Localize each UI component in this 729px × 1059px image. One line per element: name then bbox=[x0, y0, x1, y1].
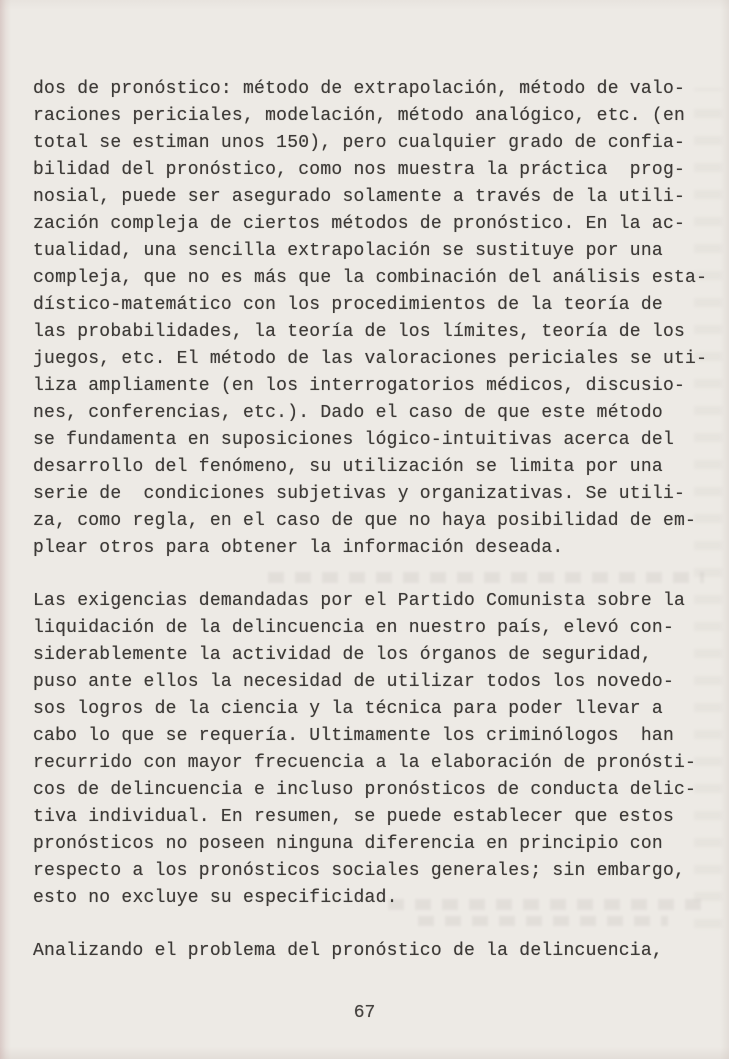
text-line: tualidad, una sencilla extrapolación se sustituye por una bbox=[33, 241, 663, 261]
text-line: sos logros de la ciencia y la técnica para poder llevar a bbox=[33, 699, 663, 719]
text-line: compleja, que no es más que la combinación del análisis esta- bbox=[33, 268, 708, 288]
text-line: raciones periciales, modelación, método analógico, etc. (en bbox=[33, 106, 686, 126]
text-line: las probabilidades, la teoría de los límites, teoría de los bbox=[33, 322, 686, 342]
text-line: desarrollo del fenómeno, su utilización se limita por una bbox=[33, 457, 663, 477]
paragraph bbox=[33, 588, 723, 912]
page-number: 67 bbox=[353, 1003, 376, 1023]
paragraph bbox=[33, 76, 723, 562]
document-text bbox=[33, 76, 723, 991]
text-line: se fundamenta en suposiciones lógico-intuitivas acerca del bbox=[33, 430, 675, 450]
text-line: za, como regla, en el caso de que no haya posibilidad de em- bbox=[33, 511, 697, 531]
text-line: nes, conferencias, etc.). Dado el caso de que este método bbox=[33, 403, 663, 423]
text-line: liza ampliamente (en los interrogatorios médicos, discusio- bbox=[33, 376, 686, 396]
text-line: Analizando el problema del pronóstico de la delincuencia, bbox=[33, 941, 663, 961]
text-line: pronósticos no poseen ninguna diferencia en principio con bbox=[33, 834, 663, 854]
text-line: tiva individual. En resumen, se puede establecer que estos bbox=[33, 807, 675, 827]
text-line: plear otros para obtener la información deseada. bbox=[33, 538, 564, 558]
paragraph bbox=[33, 938, 723, 965]
text-line: serie de condiciones subjetivas y organizativas. Se utili- bbox=[33, 484, 686, 504]
text-line: dos de pronóstico: método de extrapolación, método de valo- bbox=[33, 79, 686, 99]
text-line: Las exigencias demandadas por el Partido Comunista sobre la bbox=[33, 591, 686, 611]
text-line: nosial, puede ser asegurado solamente a través de la utili- bbox=[33, 187, 686, 207]
text-line: juegos, etc. El método de las valoraciones periciales se uti- bbox=[33, 349, 708, 369]
text-line: esto no excluye su especificidad. bbox=[33, 888, 398, 908]
text-line: respecto a los pronósticos sociales generales; sin embargo, bbox=[33, 861, 686, 881]
text-line: siderablemente la actividad de los órganos de seguridad, bbox=[33, 645, 652, 665]
text-line: bilidad del pronóstico, como nos muestra la práctica prog- bbox=[33, 160, 686, 180]
text-line: cabo lo que se requería. Ultimamente los criminólogos han bbox=[33, 726, 675, 746]
text-line: zación compleja de ciertos métodos de pronóstico. En la ac- bbox=[33, 214, 686, 234]
text-line: recurrido con mayor frecuencia a la elaboración de pronósti- bbox=[33, 753, 697, 773]
text-line: puso ante ellos la necesidad de utilizar todos los novedo- bbox=[33, 672, 675, 692]
text-line: liquidación de la delincuencia en nuestro país, elevó con- bbox=[33, 618, 675, 638]
text-line: dístico-matemático con los procedimientos de la teoría de bbox=[33, 295, 663, 315]
text-line: total se estiman unos 150), pero cualquier grado de confia- bbox=[33, 133, 686, 153]
text-line: cos de delincuencia e incluso pronósticos de conducta delic- bbox=[33, 780, 697, 800]
